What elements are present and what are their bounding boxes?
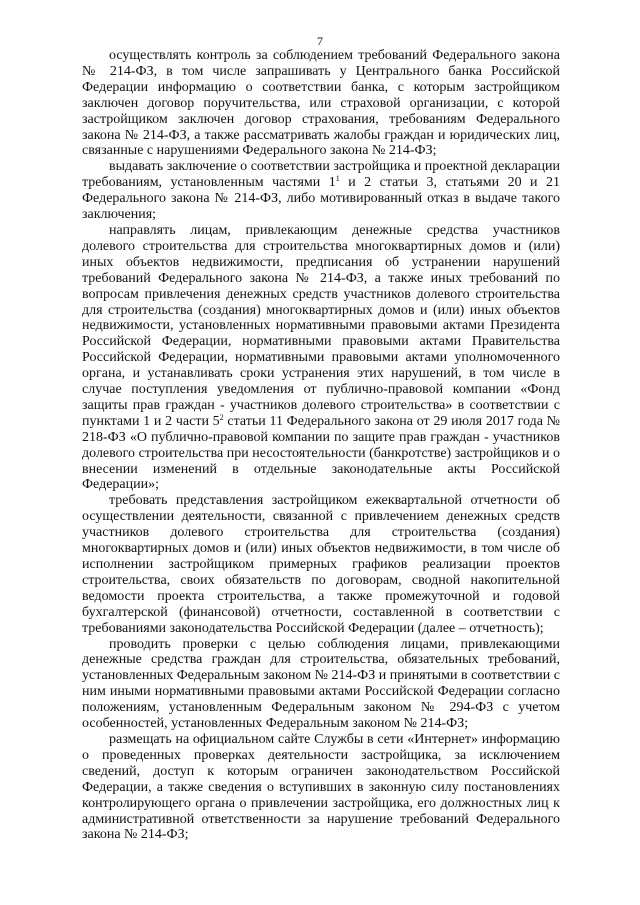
paragraph-2 — [82, 159, 560, 223]
paragraph-4: требовать представления застройщиком ежеквартальной отчетности об осуществлении деятельности, связанной с привлечением денежных средств участников долевого строительства для строительства (создания) многоквартирных домов и (или) иных объектов недвижимости, в том числе об исполнении застройщиком примерных графиков реализации проектов строительства, своих обязательств по договорам, сводной накопительной ведомости проекта строительства, а также промежуточной и годовой бухгалтерской (финансовой) отчетности, составленной в соответствии с требованиями законодательства Российской Федерации (далее – отчетность); — [82, 493, 560, 636]
paragraph-3-part-1: направлять лицам, привлекающим денежные средства участников долевого строительства для строительства многоквартирных домов и (или) иных объектов недвижимости, предписания об устранении нарушений требований Федерального закона № 214-ФЗ, а также иных требований по вопросам привлечения денежных средств участников долевого строительства для строительства (создания) многоквартирных домов и (или) иных объектов недвижимости, установленных нормативными правовыми актами Президента Российской Федерации, нормативными правовыми актами Правительства Российской Федерации, нормативными правовыми актами уполномоченного органа, и устанавливать сроки устранения этих нарушений, в том числе в случае поступления уведомления от публично-правовой компании «Фонд защиты прав граждан - участников долевого строительства» в соответствии с пунктами 1 и 2 части 5 — [82, 222, 560, 429]
page-number: 7 — [317, 34, 323, 48]
superscript-1: 1 — [335, 174, 340, 184]
paragraph-2-part-2: и 2 статьи 3, статьями 20 и 21 Федерального закона № 214-ФЗ, либо мотивированный отказ в выдаче такого заключения; — [82, 175, 561, 223]
paragraph-3-part-2: статьи 11 Федерального закона от 29 июля 2017 года № 218-ФЗ «О публично-правовой компании по защите прав граждан - участников долевого строительства при несостоятельности (банкротстве) застройщиков и о внесении изменений в отдельные законодательные акты Российской Федерации»; — [82, 413, 560, 493]
paragraph-3 — [82, 223, 560, 493]
superscript-2: 2 — [219, 412, 224, 422]
paragraph-2-part-1: выдавать заключение о соответствии застройщика и проектной декларации требованиям, установленным частями 1 — [82, 159, 560, 191]
paragraph-5: проводить проверки с целью соблюдения лицами, привлекающими денежные средства граждан для строительства, обязательных требований, установленных Федеральным законом № 214-ФЗ и принятыми в соответствии с ним иными нормативными правовыми актами Российской Федерации согласно положениям, установленным Федеральным законом № 294-ФЗ с учетом особенностей, установленных Федеральным законом № 214-ФЗ; — [82, 636, 560, 732]
document-body — [82, 48, 560, 843]
paragraph-6: размещать на официальном сайте Службы в сети «Интернет» информацию о проведенных проверках деятельности застройщика, за исключением сведений, доступ к которым ограничен законодательством Российской Федерации, а также сведения о вступивших в законную силу постановлениях контролирующего органа о привлечении застройщика, его должностных лиц к административной ответственности за нарушение требований Федерального закона № 214-ФЗ; — [82, 731, 560, 843]
paragraph-1: осуществлять контроль за соблюдением требований Федерального закона № 214-ФЗ, в том числе запрашивать у Центрального банка Российской Федерации информацию о соответствии банка, с которым застройщиком заключен договор поручительства, или страховой организации, с которой застройщиком заключен договор страхования, требованиям Федерального закона № 214-ФЗ, а также рассматривать жалобы граждан и юридических лиц, связанные с нарушениями Федерального закона № 214-ФЗ; — [82, 48, 560, 159]
